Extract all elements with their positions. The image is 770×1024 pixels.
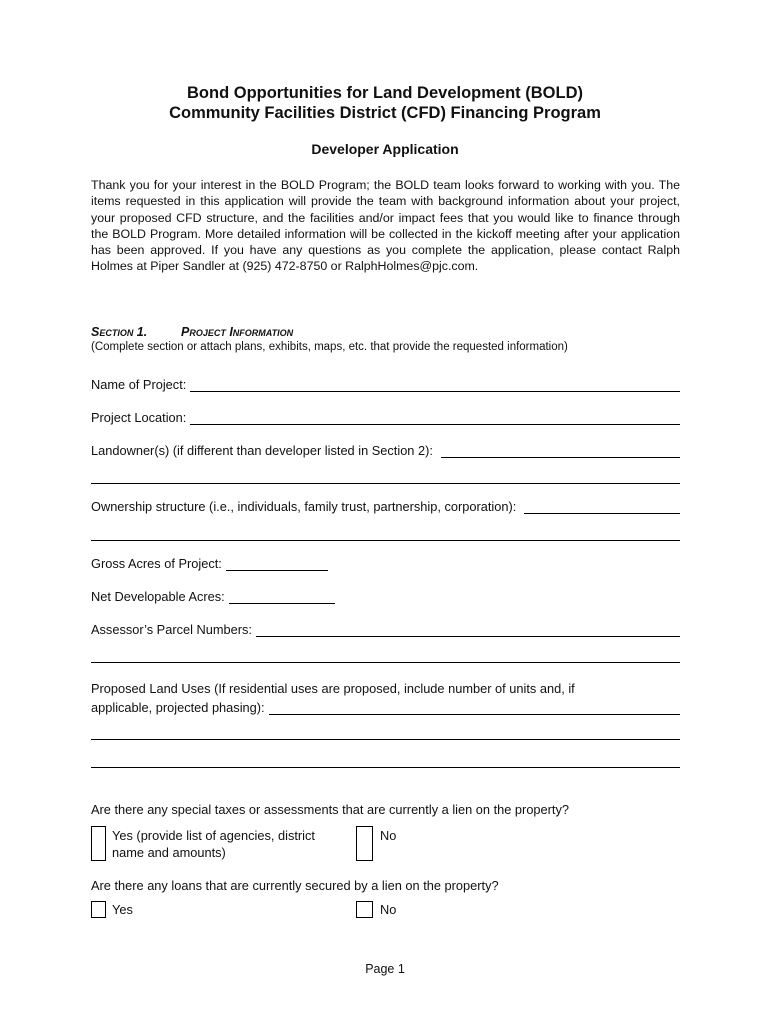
- loans-question: Are there any loans that are currently secured by a lien on the property?: [91, 878, 499, 893]
- project-name-input[interactable]: [190, 377, 680, 392]
- intro-paragraph: Thank you for your interest in the BOLD Program; the BOLD team looks forward to working with you. The items requested in this application will provide the team with background information about your project, your proposed CFD structure, and the facilities and/or impact fees that you would like to finance through the BOLD Program. More detailed information will be collected in the kickoff meeting after your application has been approved. If you have any questions as you complete the application, please contact Ralph Holmes at Piper Sandler at (925) 472-8750 or RalphHolmes@pjc.com.: [91, 178, 680, 274]
- land-uses-field: [91, 697, 680, 715]
- landowners-input[interactable]: [441, 443, 680, 458]
- project-name-label: Name of Project:: [91, 377, 187, 392]
- special-taxes-yes-label: Yes (provide list of agencies, district name and amounts): [112, 828, 315, 860]
- section-title: Project Information: [181, 325, 294, 339]
- project-location-input[interactable]: [190, 410, 680, 425]
- special-taxes-question: Are there any special taxes or assessments that are currently a lien on the property?: [91, 802, 569, 817]
- section-note: (Complete section or attach plans, exhibits, maps, etc. that provide the requested information): [91, 341, 568, 353]
- form-title-line-1: Bond Opportunities for Land Development (BOLD): [187, 84, 583, 102]
- land-uses-input[interactable]: [269, 700, 680, 715]
- special-taxes-no-label: No: [380, 828, 397, 843]
- net-acres-label: Net Developable Acres:: [91, 589, 225, 604]
- project-location-label: Project Location:: [91, 410, 187, 425]
- form-title-line-2: Community Facilities District (CFD) Financing Program: [169, 104, 601, 122]
- ownership-field: [91, 496, 680, 514]
- page-number: Page 1: [365, 962, 405, 976]
- land-uses-label-line-2: applicable, projected phasing):: [91, 700, 265, 715]
- gross-acres-input[interactable]: [226, 556, 328, 571]
- form-subtitle: Developer Application: [311, 141, 459, 157]
- land-uses-input-line-3[interactable]: [91, 767, 680, 768]
- landowners-field: [91, 440, 680, 458]
- ownership-input-line-2[interactable]: [91, 540, 680, 541]
- land-uses-label-line-1: Proposed Land Uses (If residential uses are proposed, include number of units and, if: [91, 681, 575, 696]
- section-1-heading: [91, 325, 294, 339]
- loans-yes-checkbox[interactable]: [91, 901, 106, 918]
- gross-acres-label: Gross Acres of Project:: [91, 556, 222, 571]
- land-uses-input-line-2[interactable]: [91, 739, 680, 740]
- ownership-input[interactable]: [524, 499, 680, 514]
- ownership-label: Ownership structure (i.e., individuals, family trust, partnership, corporation):: [91, 499, 517, 514]
- parcel-numbers-input-line-2[interactable]: [91, 662, 680, 663]
- parcel-numbers-field: [91, 619, 680, 637]
- loans-no-label: No: [380, 902, 397, 917]
- special-taxes-no-checkbox[interactable]: [356, 826, 373, 861]
- section-number: Section 1.: [91, 325, 148, 339]
- parcel-numbers-input[interactable]: [256, 622, 680, 637]
- gross-acres-field: [91, 553, 680, 571]
- parcel-numbers-label: Assessor’s Parcel Numbers:: [91, 622, 252, 637]
- landowners-input-line-2[interactable]: [91, 483, 680, 484]
- special-taxes-yes-checkbox[interactable]: [91, 826, 106, 861]
- net-acres-input[interactable]: [229, 589, 335, 604]
- loans-no-checkbox[interactable]: [356, 901, 373, 918]
- project-name-field: [91, 374, 680, 392]
- landowners-label: Landowner(s) (if different than developer listed in Section 2):: [91, 443, 433, 458]
- loans-yes-label: Yes: [112, 902, 133, 917]
- project-location-field: [91, 407, 680, 425]
- net-acres-field: [91, 586, 680, 604]
